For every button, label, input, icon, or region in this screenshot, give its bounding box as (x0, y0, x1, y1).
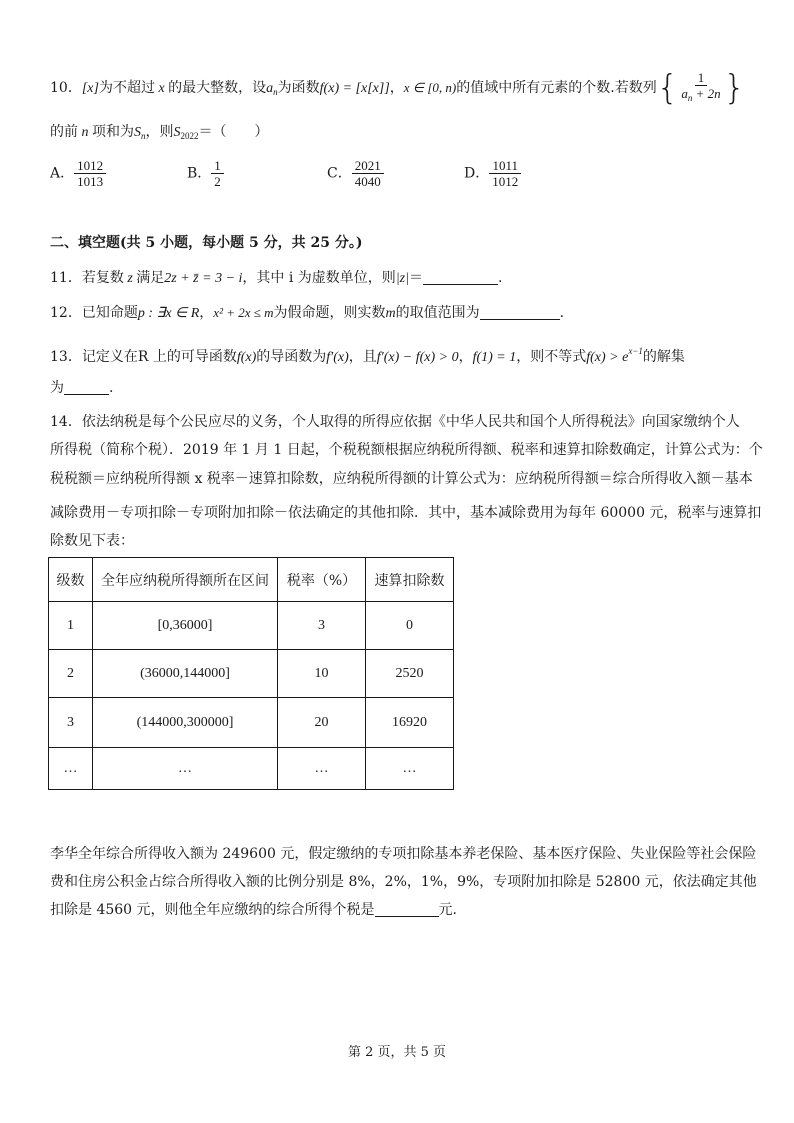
left-brace: { (656, 68, 679, 108)
right-brace: } (723, 68, 746, 108)
table-row: 1 [0,36000] 3 0 (49, 602, 454, 650)
table-header-row (49, 558, 454, 602)
q14-after-line-1: 李华全年综合所得收入额为 249600 元，假定缴纳的专项扣除基本养老保险、基本医疗保险、失业保险等社会保险 (50, 846, 757, 862)
table-row: … … … … (49, 748, 454, 790)
table-header: 税率（%） (278, 558, 366, 602)
q10-sequence-fraction: $\frac{1}{a_n + 2n}$ (681, 70, 721, 103)
table-header: 全年应纳税所得额所在区间 (93, 558, 278, 602)
q10-option-b[interactable]: B． $\frac{1}{2}$ (187, 158, 224, 189)
q10-number: 10． (50, 80, 82, 96)
q14-after-line-2: 费和住房公积金占综合所得收入额的比例分别是 8%，2%，1%，9%，专项附加扣除是 52800 元，依法确定其他 (50, 874, 757, 890)
q13-line1: 13．记定义在R 上的可导函数f(x)的导函数为f′(x)，且f′(x) − f(x) > 0，f(1) = 1，则不等式$f(x) > e^{x-1}$的解集 (50, 346, 685, 365)
q14-line-3: 税税额＝应纳税所得额 x 税率－速算扣除数，应纳税所得额的计算公式为：应纳税所得额＝综合所得收入额－基本 (50, 471, 753, 487)
q11: 11．若复数 z 满足2z + z̄ = 3 − i，其中 i 为虚数单位，则|z|＝ . (50, 270, 503, 286)
section-title: 二、填空题(共 5 小题，每小题 5 分，共 25 分。) (50, 235, 363, 251)
q13-answer-blank[interactable] (64, 379, 109, 395)
tax-rate-table (48, 557, 454, 790)
q13-line2: 为 . (50, 380, 114, 396)
q14-line-5: 除数见下表： (50, 533, 134, 549)
q10-line2: 的前 n 项和为$S_n$，则$S_{2022}=$（ ） (50, 124, 269, 141)
q11-answer-blank[interactable] (423, 269, 498, 285)
q14-line-1: 14．依法纳税是每个公民应尽的义务，个人取得的所得应依据《中华人民共和国个人所得税法》向国家缴纳个人 (50, 414, 740, 430)
table-header: 速算扣除数 (366, 558, 454, 602)
table-row: 2 (36000,144000] 10 2520 (49, 650, 454, 698)
q14-line-4: 减除费用－专项扣除－专项附加扣除－依法确定的其他扣除．其中，基本减除费用为每年 60000 元，税率与速算扣 (50, 505, 762, 521)
q10-line1: 10．[x]为不超过 x 的最大整数，设$a_n$为函数f(x) = [x[x]]，x ∈ [0, n)的值域中所有元素的个数.若数列{ $\frac{1}{a_n + 2n}$ } (50, 68, 746, 108)
q10-option-c[interactable]: C． $\frac{2021}{4040}$ (327, 158, 384, 189)
q14-line-2: 所得税（简称个税）．2019 年 1 月 1 日起，个税税额根据应纳税所得额、税率和速算扣除数确定，计算公式为：个 (50, 442, 763, 458)
q10-option-d[interactable]: D． $\frac{1011}{1012}$ (464, 158, 521, 189)
page-footer: 第 2 页，共 5 页 (347, 1045, 447, 1060)
q10-option-a[interactable]: A． $\frac{1012}{1013}$ (50, 158, 106, 189)
q12: 12．已知命题p : ∃x ∈ R，x² + 2x ≤ m为假命题，则实数m的取值范围为 . (50, 305, 565, 321)
q14-after-line-3: 扣除是 4560 元，则他全年应缴纳的综合所得个税是 元. (50, 902, 457, 918)
q14-answer-blank[interactable] (375, 901, 439, 917)
table-header: 级数 (49, 558, 93, 602)
q12-answer-blank[interactable] (480, 304, 560, 320)
table-row: 3 (144000,300000] 20 16920 (49, 698, 454, 748)
